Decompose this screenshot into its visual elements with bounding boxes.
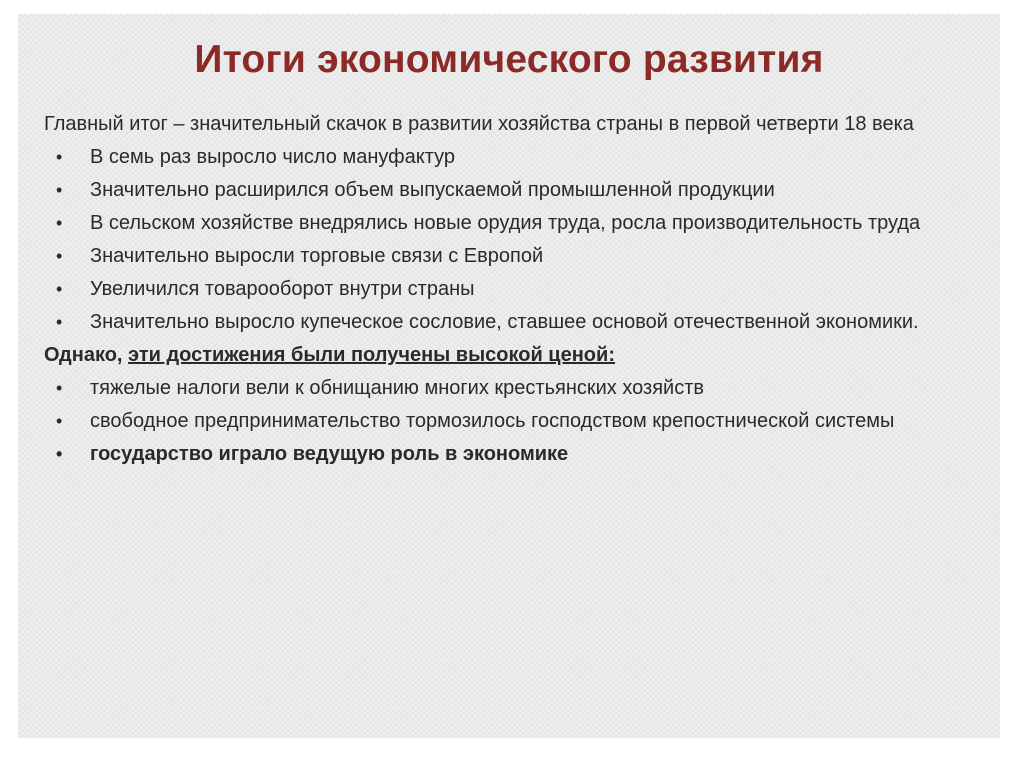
bullet-icon: •	[56, 411, 63, 431]
achievements-list	[44, 141, 974, 339]
list-item-text: Увеличился товарооборот внутри страны	[90, 278, 475, 300]
slide-title: Итоги экономического развития	[194, 38, 824, 81]
bullet-icon: •	[56, 147, 63, 167]
list-item-text: В семь раз выросло число мануфактур	[90, 146, 456, 168]
bullet-icon: •	[56, 213, 63, 233]
bullet-icon: •	[56, 246, 63, 266]
however-lead: Однако,	[44, 344, 123, 366]
list-item	[44, 141, 974, 174]
list-item-text: свободное предпринимательство тормозилось господством крепостнической системы	[90, 410, 895, 432]
list-item-text: Значительно выросло купеческое сословие, ставшее основой отечественной экономики.	[90, 311, 919, 333]
bullet-icon: •	[56, 279, 63, 299]
however-underlined: эти достижения были получены высокой ценой:	[128, 344, 615, 366]
intro-lead: Главный итог	[44, 113, 168, 135]
bullet-icon: •	[56, 312, 63, 332]
slide	[18, 14, 1000, 738]
list-item	[44, 405, 974, 438]
bullet-icon: •	[56, 444, 63, 464]
list-item-text: В сельском хозяйстве внедрялись новые орудия труда, росла производительность труда	[90, 212, 921, 234]
list-item	[44, 306, 974, 339]
bullet-icon: •	[56, 180, 63, 200]
list-item	[44, 372, 974, 405]
slide-content	[44, 108, 974, 471]
list-item	[44, 438, 974, 471]
list-item-text: Значительно расширился объем выпускаемой промышленной продукции	[90, 179, 775, 201]
list-item	[44, 240, 974, 273]
list-item	[44, 273, 974, 306]
costs-list	[44, 372, 974, 471]
list-item	[44, 174, 974, 207]
list-item	[44, 207, 974, 240]
list-item-text: Значительно выросли торговые связи с Европой	[90, 245, 544, 267]
list-item-text: государство играло ведущую роль в экономике	[90, 443, 569, 465]
intro-paragraph	[44, 108, 974, 141]
bullet-icon: •	[56, 378, 63, 398]
list-item-text: тяжелые налоги вели к обнищанию многих крестьянских хозяйств	[90, 377, 704, 399]
however-paragraph	[44, 339, 974, 372]
intro-text: – значительный скачок в развитии хозяйства страны в первой четверти 18 века	[167, 113, 914, 135]
